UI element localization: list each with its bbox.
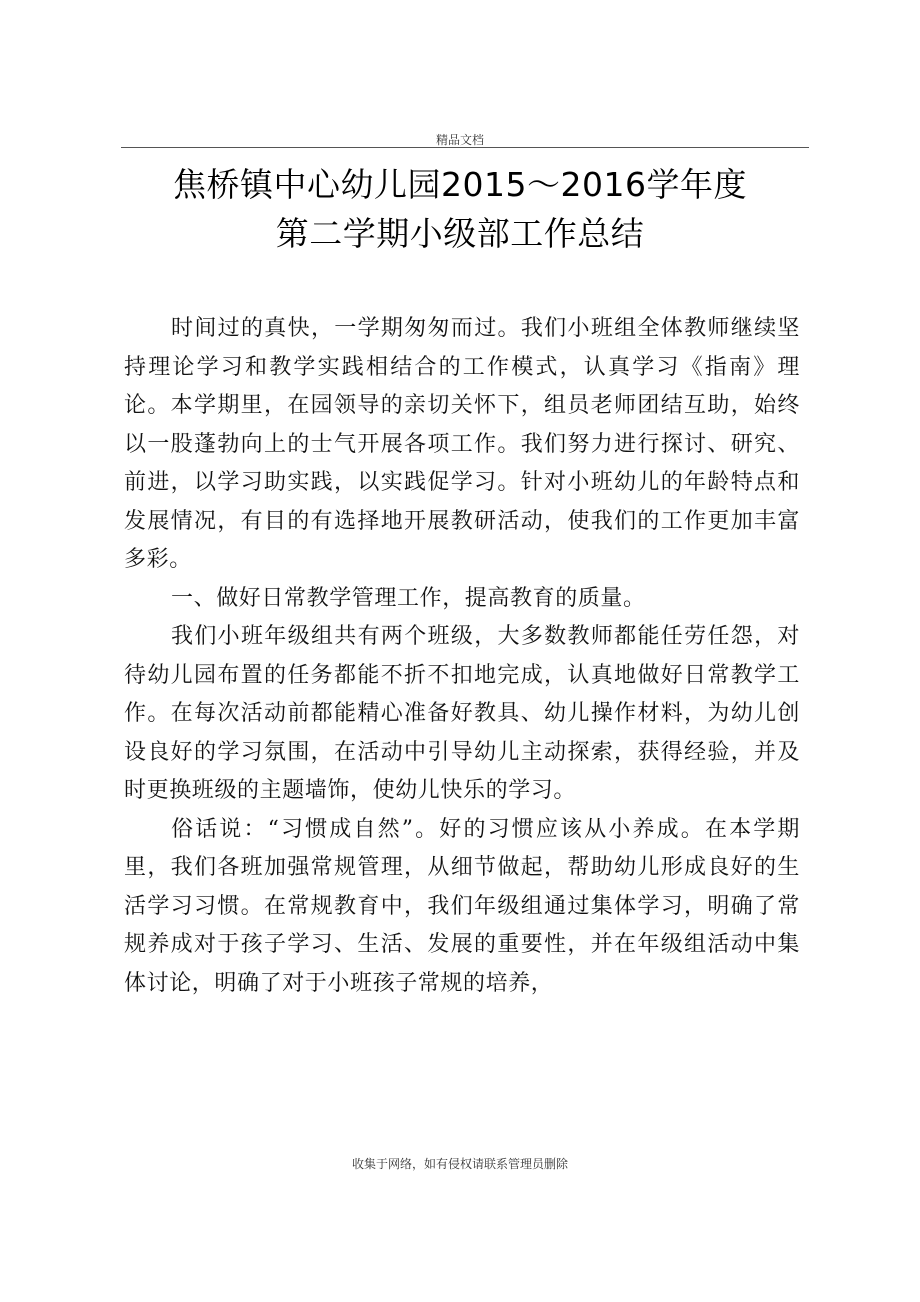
page-footer-label: 收集于网络，如有侵权请联系管理员删除 xyxy=(351,1157,568,1171)
section-heading-1: 一、做好日常教学管理工作，提高教育的质量。 xyxy=(171,585,646,611)
header-divider xyxy=(121,147,809,148)
paragraph-teaching: 我们小班年级组共有两个班级，大多数教师都能任劳任怨，对待幼儿园布置的任务都能不折不扣地完成，认真地做好日常教学工作。在每次活动前都能精心准备好教具、幼儿操作材料，为幼儿创设良好的学习氛围，在活动中引导幼儿主动探索，获得经验，并及时更换班级的主题墙饰，使幼儿快乐的学习。 xyxy=(124,624,800,803)
document-title-line-2: 第二学期小级部工作总结 xyxy=(275,214,645,253)
document-body xyxy=(124,310,800,1003)
page-header-label: 精品文档 xyxy=(435,133,484,147)
paragraph-habits: 俗话说：“习惯成自然”。好的习惯应该从小养成。在本学期里，我们各班加强常规管理，从细节做起，帮助幼儿形成良好的生活学习习惯。在常规教育中，我们年级组通过集体学习，明确了常规养成对于孩子学习、生活、发展的重要性，并在年级组活动中集体讨论，明确了对于小班孩子常规的培养， xyxy=(124,816,800,996)
document-title-line-1: 焦桥镇中心幼儿园2015～2016学年度 xyxy=(173,165,747,204)
paragraph-intro: 时间过的真快，一学期匆匆而过。我们小班组全体教师继续坚持理论学习和教学实践相结合的工作模式，认真学习《指南》理论。本学期里，在园领导的亲切关怀下，组员老师团结互助，始终以一股蓬勃向上的士气开展各项工作。我们努力进行探讨、研究、前进，以学习助实践，以实践促学习。针对小班幼儿的年龄特点和发展情况，有目的有选择地开展教研活动，使我们的工作更加丰富多彩。 xyxy=(124,316,800,572)
